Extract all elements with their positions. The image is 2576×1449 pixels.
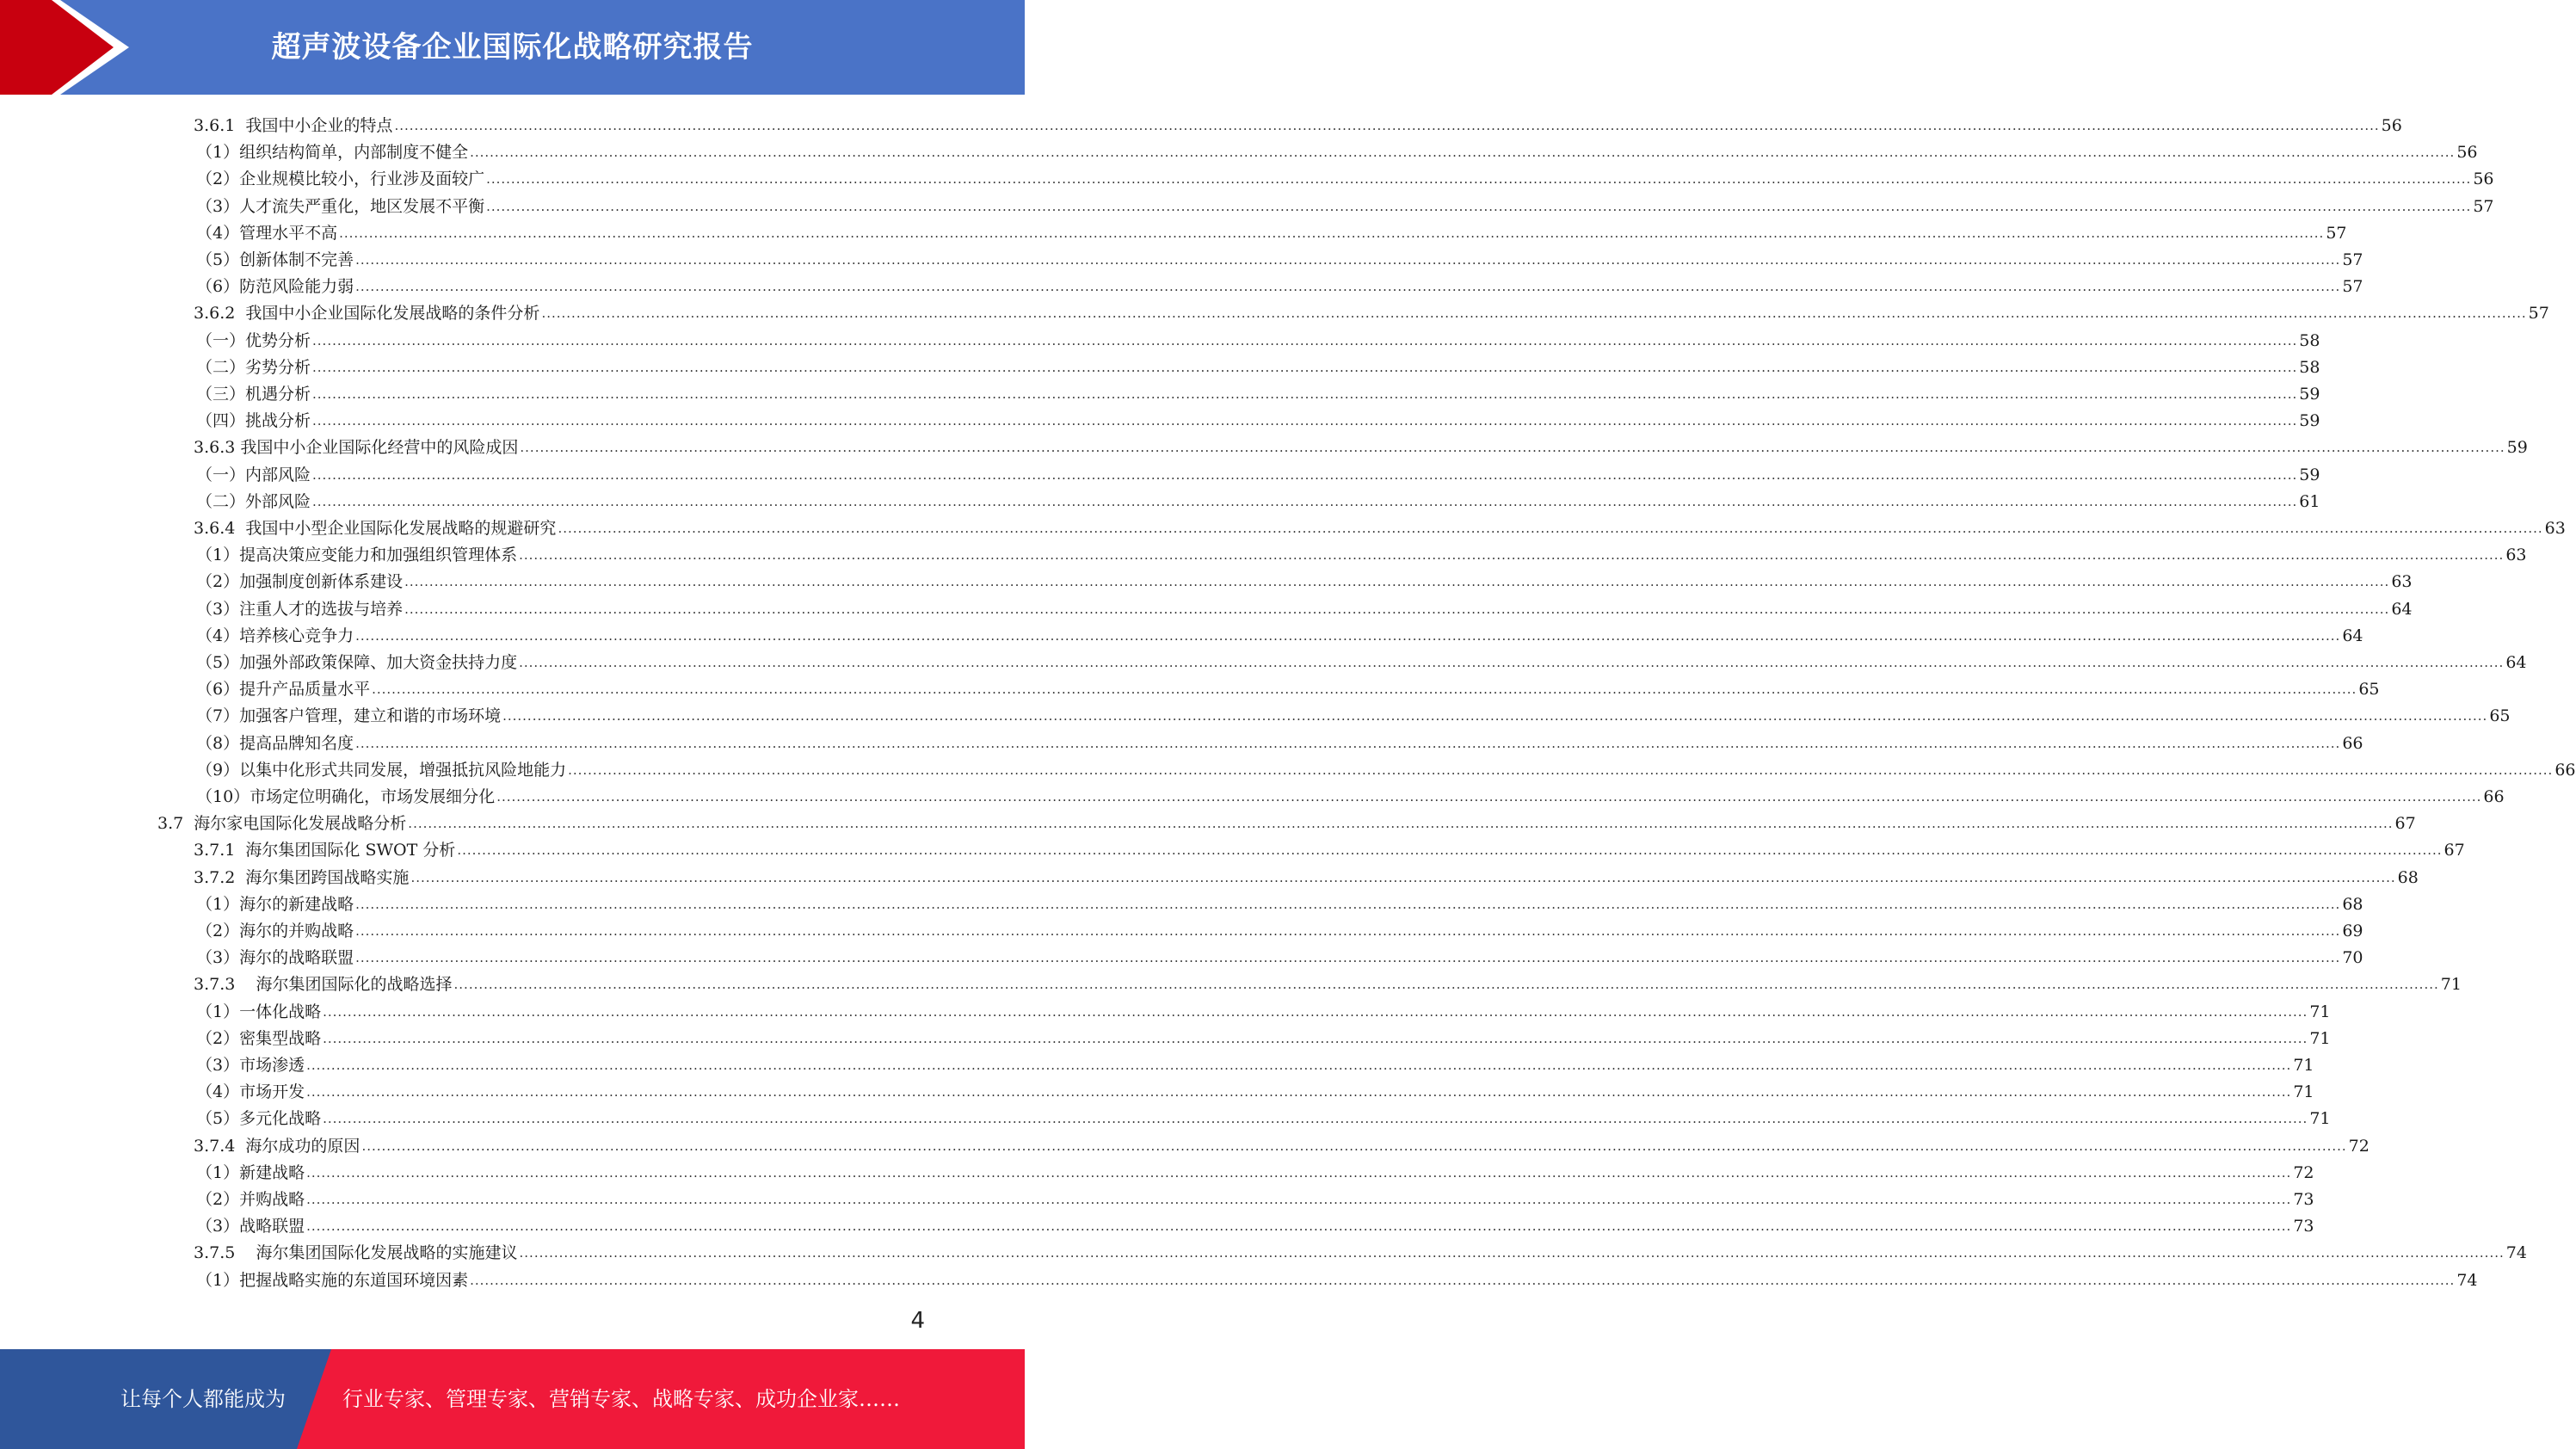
toc-leader-dots: ................................................................................................................................................................................................................................................................................................................................................................................................................ [394,118,2380,133]
toc-entry[interactable] [196,646,2527,673]
toc-leader-dots: ................................................................................................................................................................................................................................................................................................................................................................................................................ [520,440,2505,456]
toc-leader-dots: ................................................................................................................................................................................................................................................................................................................................................................................................................ [361,1138,2347,1154]
toc-entry[interactable] [194,1130,2370,1156]
toc-entry-page: 67 [2394,814,2416,834]
toc-leader-dots: ................................................................................................................................................................................................................................................................................................................................................................................................................ [323,1030,2308,1046]
page-number: 4 [910,1308,925,1334]
toc-leader-dots: ................................................................................................................................................................................................................................................................................................................................................................................................................ [470,145,2456,161]
toc-leader-dots: ................................................................................................................................................................................................................................................................................................................................................................................................................ [355,950,2341,966]
toc-entry[interactable] [196,1049,2314,1076]
toc-leader-dots: ................................................................................................................................................................................................................................................................................................................................................................................................................ [470,1272,2456,1288]
page-footer [0,1349,1025,1449]
toc-entry-page: 70 [2342,948,2363,968]
toc-leader-dots: ................................................................................................................................................................................................................................................................................................................................................................................................................ [519,547,2505,564]
toc-entry-title: （2）海尔的并购战略 [196,922,354,940]
toc-entry-page: 65 [2489,706,2511,726]
toc-entry-page: 59 [2506,438,2528,458]
toc-leader-dots: ................................................................................................................................................................................................................................................................................................................................................................................................................ [502,708,2488,724]
toc-entry-page: 64 [2342,626,2363,645]
toc-entry-title: （3）注重人才的选拔与培养 [196,599,404,619]
toc-entry-page: 71 [2440,975,2462,995]
toc-entry[interactable] [196,1076,2314,1102]
toc-entry-page: 68 [2342,894,2363,914]
toc-entry-title: 3.7 海尔家电国际化发展战略分析 [157,814,407,834]
toc-entry-title: （1）新建战略 [196,1162,305,1182]
toc-entry[interactable] [196,459,2320,485]
toc-entry-page: 73 [2293,1190,2314,1209]
toc-entry[interactable] [194,834,2465,860]
toc-leader-dots: ................................................................................................................................................................................................................................................................................................................................................................................................................ [312,332,2298,348]
toc-entry-page: 59 [2299,385,2320,404]
toc-entry-title: （1）组织结构简单，内部制度不健全 [196,143,469,163]
toc-entry[interactable] [196,1264,2478,1291]
toc-leader-dots: ................................................................................................................................................................................................................................................................................................................................................................................................................ [355,252,2341,268]
toc-entry-title: （三）机遇分析 [196,385,311,404]
toc-entry-title: （二）劣势分析 [196,357,311,377]
toc-leader-dots: ................................................................................................................................................................................................................................................................................................................................................................................................................ [306,1164,2292,1181]
toc-entry-page: 68 [2397,867,2419,887]
toc-entry-page: 57 [2342,277,2363,297]
toc-entry-title: （4）市场开发 [196,1082,305,1102]
toc-entry[interactable] [196,1156,2314,1183]
toc-entry[interactable] [196,700,2511,726]
toc-entry-page: 71 [2293,1082,2314,1102]
toc-entry-title: 3.7.5 海尔集团国际化发展战略的实施建议 [194,1243,518,1263]
toc-entry-page: 66 [2554,760,2576,780]
toc-entry-page: 57 [2528,304,2549,324]
toc-entry-title: 3.6.1 我国中小企业的特点 [194,116,393,135]
toc-entry-page: 57 [2342,250,2363,269]
toc-entry[interactable] [196,485,2320,512]
toc-entry[interactable] [194,512,2566,539]
toc-entry-title: （一）内部风险 [196,465,311,484]
footer-slogan-right: 行业专家、管理专家、营销专家、战略专家、成功企业家…… [342,1387,900,1411]
toc-entry[interactable] [196,136,2478,163]
toc-entry-page: 71 [2293,1056,2314,1075]
toc-leader-dots: ................................................................................................................................................................................................................................................................................................................................................................................................................ [568,761,2554,778]
toc-entry-page: 63 [2544,519,2566,538]
toc-entry-title: （2）加强制度创新体系建设 [196,572,404,592]
toc-entry[interactable] [196,727,2363,754]
toc-entry-title: （5）创新体制不完善 [196,250,354,269]
toc-entry-page: 56 [2473,170,2494,189]
toc-entry-title: （二）外部风险 [196,491,311,511]
toc-entry[interactable] [194,861,2419,888]
toc-entry-title: （1）海尔的新建战略 [196,894,354,914]
toc-leader-dots: ................................................................................................................................................................................................................................................................................................................................................................................................................ [355,896,2341,912]
toc-entry-page: 64 [2505,653,2527,672]
toc-entry-page: 72 [2293,1162,2314,1182]
toc-leader-dots: ................................................................................................................................................................................................................................................................................................................................................................................................................ [306,1192,2292,1207]
toc-entry-title: （3）战略联盟 [196,1217,305,1236]
toc-entry-title: 3.7.3 海尔集团国际化的战略选择 [194,975,453,995]
footer-slogan-left: 让每个人都能成为 [120,1387,286,1411]
toc-leader-dots: ................................................................................................................................................................................................................................................................................................................................................................................................................ [323,1003,2308,1020]
toc-leader-dots: ................................................................................................................................................................................................................................................................................................................................................................................................................ [312,386,2298,402]
toc-entry[interactable] [157,807,2416,834]
toc-entry-title: （5）加强外部政策保障、加大资金扶持力度 [196,653,518,672]
toc-entry-page: 71 [2309,1028,2331,1048]
toc-entry-page: 59 [2299,465,2320,484]
toc-entry[interactable] [196,190,2494,217]
toc-entry-page: 58 [2299,357,2320,377]
toc-entry-page: 57 [2326,223,2347,243]
toc-leader-dots: ................................................................................................................................................................................................................................................................................................................................................................................................................ [404,601,2390,617]
toc-entry[interactable] [194,968,2462,995]
toc-leader-dots: ................................................................................................................................................................................................................................................................................................................................................................................................................ [519,1245,2505,1261]
toc-entry[interactable] [196,996,2331,1022]
toc-entry-title: （8）提高品牌知名度 [196,733,354,753]
toc-leader-dots: ................................................................................................................................................................................................................................................................................................................................................................................................................ [519,655,2505,670]
toc-entry-title: （2）企业规模比较小，行业涉及面较广 [196,170,485,189]
toc-leader-dots: ................................................................................................................................................................................................................................................................................................................................................................................................................ [372,681,2357,698]
toc-entry-page: 71 [2309,1109,2331,1129]
toc-entry-page: 69 [2342,922,2363,940]
toc-entry-page: 73 [2293,1217,2314,1236]
toc-entry-title: （4）管理水平不高 [196,223,338,243]
toc-entry-title: 3.6.4 我国中小型企业国际化发展战略的规避研究 [194,519,557,538]
toc-entry-page: 72 [2348,1136,2370,1156]
toc-entry[interactable] [196,378,2320,404]
toc-leader-dots: ................................................................................................................................................................................................................................................................................................................................................................................................................ [486,198,2472,214]
toc-leader-dots: ................................................................................................................................................................................................................................................................................................................................................................................................................ [355,735,2341,751]
toc-entry-title: 3.6.3 我国中小企业国际化经营中的风险成因 [194,438,519,458]
toc-leader-dots: ................................................................................................................................................................................................................................................................................................................................................................................................................ [496,789,2482,805]
toc-entry-page: 61 [2299,491,2320,511]
toc-entry[interactable] [196,539,2527,565]
toc-entry-title: （6）提升产品质量水平 [196,680,371,700]
toc-leader-dots: ................................................................................................................................................................................................................................................................................................................................................................................................................ [486,171,2472,188]
toc-entry[interactable] [196,915,2363,941]
toc-entry-page: 65 [2358,680,2380,700]
toc-entry-title: 3.7.1 海尔集团国际化 SWOT 分析 [194,841,456,860]
toc-entry[interactable] [196,404,2320,431]
toc-entry[interactable] [196,673,2380,700]
toc-entry[interactable] [196,351,2320,378]
toc-entry-page: 58 [2299,330,2320,350]
toc-leader-dots: ................................................................................................................................................................................................................................................................................................................................................................................................................ [312,466,2298,483]
toc-entry[interactable] [196,163,2494,189]
toc-entry-page: 56 [2456,143,2478,163]
toc-entry-title: （2）密集型战略 [196,1028,322,1048]
toc-entry[interactable] [196,620,2363,646]
toc-leader-dots: ................................................................................................................................................................................................................................................................................................................................................................................................................ [355,627,2341,644]
toc-entry[interactable] [196,941,2363,968]
toc-leader-dots: ................................................................................................................................................................................................................................................................................................................................................................................................................ [355,279,2341,295]
toc-leader-dots: ................................................................................................................................................................................................................................................................................................................................................................................................................ [453,977,2439,993]
toc-entry[interactable] [196,270,2363,297]
toc-leader-dots: ................................................................................................................................................................................................................................................................................................................................................................................................................ [323,1111,2308,1127]
toc-entry-title: （3）人才流失严重化，地区发展不平衡 [196,196,485,216]
toc-leader-dots: ................................................................................................................................................................................................................................................................................................................................................................................................................ [408,816,2394,832]
toc-entry-title: （10）市场定位明确化，市场发展细分化 [196,787,496,806]
toc-leader-dots: ................................................................................................................................................................................................................................................................................................................................................................................................................ [355,923,2341,939]
toc-entry-page: 63 [2505,546,2527,565]
toc-entry-title: （4）培养核心竞争力 [196,626,354,645]
toc-entry-title: （一）优势分析 [196,330,311,350]
toc-entry[interactable] [194,431,2528,458]
toc-entry[interactable] [194,297,2549,324]
toc-entry[interactable] [196,780,2505,807]
toc-leader-dots: ................................................................................................................................................................................................................................................................................................................................................................................................................ [312,413,2298,429]
toc-leader-dots: ................................................................................................................................................................................................................................................................................................................................................................................................................ [312,359,2298,375]
toc-entry-title: 3.7.2 海尔集团跨国战略实施 [194,867,410,887]
toc-entry-page: 63 [2391,572,2413,592]
toc-leader-dots: ................................................................................................................................................................................................................................................................................................................................................................................................................ [541,305,2527,322]
toc-leader-dots: ................................................................................................................................................................................................................................................................................................................................................................................................................ [457,842,2443,859]
toc-leader-dots: ................................................................................................................................................................................................................................................................................................................................................................................................................ [306,1218,2292,1235]
page-header [0,0,1025,95]
toc-entry-page: 67 [2444,841,2465,860]
toc-entry-title: 3.6.2 我国中小企业国际化发展战略的条件分析 [194,304,540,324]
toc-entry-page: 66 [2342,733,2363,753]
toc-leader-dots: ................................................................................................................................................................................................................................................................................................................................................................................................................ [404,574,2390,590]
toc-entry-page: 64 [2391,599,2413,619]
toc-entry[interactable] [196,217,2347,244]
toc-leader-dots: ................................................................................................................................................................................................................................................................................................................................................................................................................ [306,1057,2292,1073]
toc-entry-title: （6）防范风险能力弱 [196,277,354,297]
toc-entry[interactable] [196,1022,2331,1049]
toc-entry-title: （1）把握战略实施的东道国环境因素 [196,1270,469,1290]
toc-entry-page: 59 [2299,411,2320,431]
toc-leader-dots: ................................................................................................................................................................................................................................................................................................................................................................................................................ [410,869,2396,885]
toc-leader-dots: ................................................................................................................................................................................................................................................................................................................................................................................................................ [339,225,2325,241]
toc-entry[interactable] [194,109,2402,136]
toc-entry[interactable] [196,754,2576,780]
toc-entry-title: 3.7.4 海尔成功的原因 [194,1136,361,1156]
toc-leader-dots: ................................................................................................................................................................................................................................................................................................................................................................................................................ [306,1084,2292,1101]
toc-entry-page: 66 [2483,787,2505,806]
toc-entry-page: 56 [2381,116,2402,135]
toc-entry-page: 74 [2456,1270,2478,1290]
toc-entry[interactable] [196,888,2363,915]
report-title: 超声波设备企业国际化战略研究报告 [271,30,754,65]
toc-leader-dots: ................................................................................................................................................................................................................................................................................................................................................................................................................ [312,493,2298,509]
toc-leader-dots: ................................................................................................................................................................................................................................................................................................................................................................................................................ [558,521,2543,536]
toc-entry-title: （7）加强客户管理，建立和谐的市场环境 [196,706,502,726]
toc-entry-title: （9）以集中化形式共同发展，增强抵抗风险地能力 [196,760,567,780]
toc-entry[interactable] [196,1183,2314,1210]
toc-entry[interactable] [196,593,2413,620]
toc-entry-title: （四）挑战分析 [196,411,311,431]
toc-entry-page: 71 [2309,1002,2331,1021]
toc-entry-title: （5）多元化战略 [196,1109,322,1129]
toc-entry[interactable] [196,244,2363,270]
toc-entry-title: （2）并购战略 [196,1190,305,1209]
toc-entry-title: （3）海尔的战略联盟 [196,948,354,968]
toc-entry-title: （1）一体化战略 [196,1002,322,1021]
toc-entry-title: （1）提高决策应变能力和加强组织管理体系 [196,546,518,565]
toc-entry-title: （3）市场渗透 [196,1056,305,1075]
toc-entry[interactable] [196,1210,2314,1236]
toc-entry[interactable] [196,565,2413,592]
toc-entry[interactable] [196,324,2320,351]
toc-entry[interactable] [194,1236,2527,1263]
toc-entry-page: 57 [2473,196,2494,216]
toc-entry-page: 74 [2505,1243,2527,1263]
toc-entry[interactable] [196,1102,2331,1129]
